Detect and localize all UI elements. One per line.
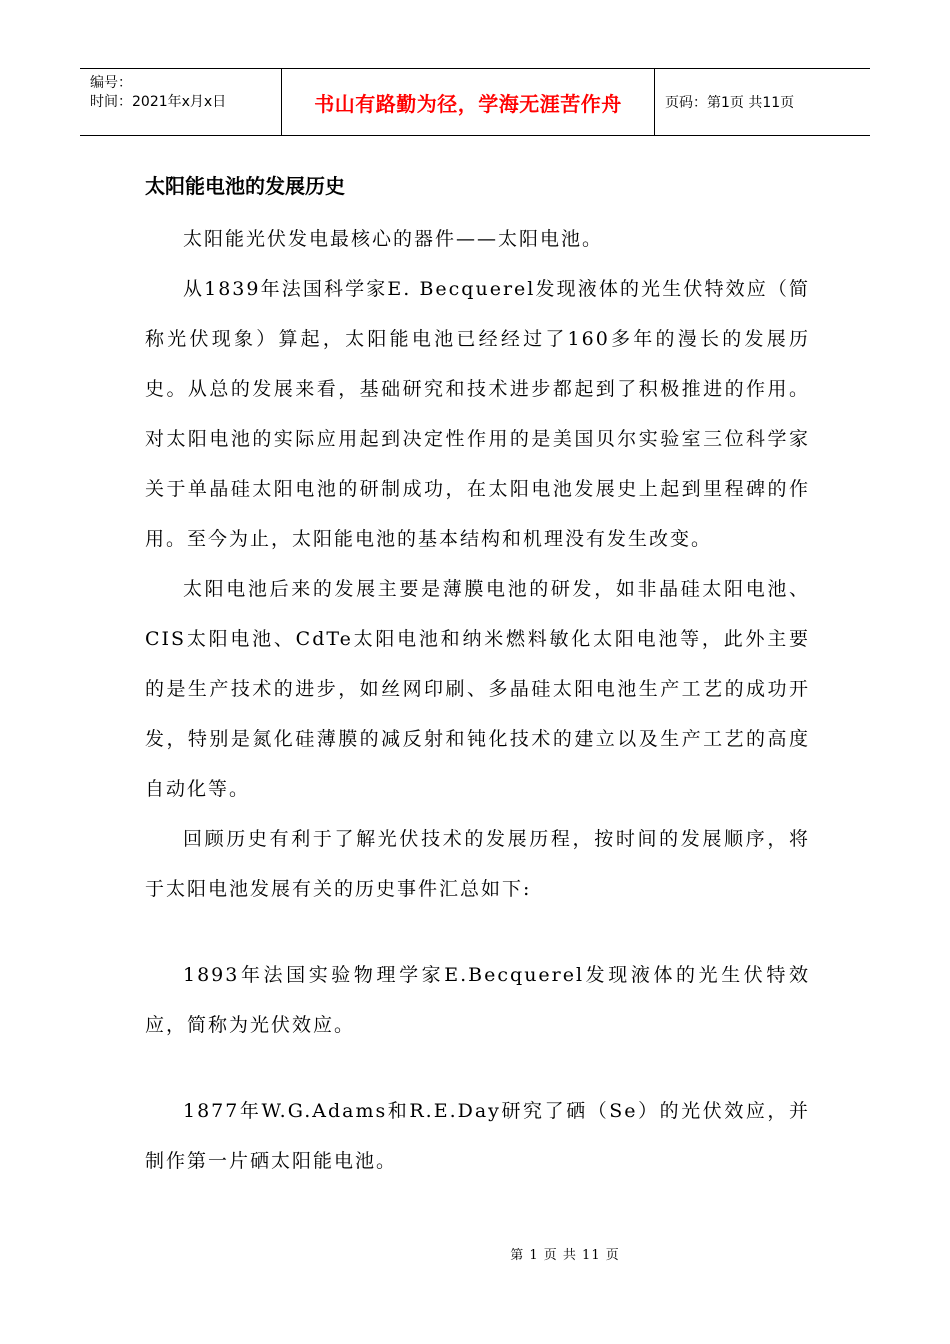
spacer bbox=[145, 1050, 810, 1086]
document-body bbox=[145, 158, 810, 1186]
paragraph: 太阳电池后来的发展主要是薄膜电池的研发，如非晶硅太阳电池、CIS太阳电池、CdTe太阳电池和纳米燃料敏化太阳电池等，此外主要的是生产技术的进步，如丝网印刷、多晶硅太阳电池生产工艺的成功开发，特别是氮化硅薄膜的减反射和钝化技术的建立以及生产工艺的高度自动化等。 bbox=[145, 578, 810, 800]
header-page-info: 页码：第1页 共11页 bbox=[665, 95, 795, 111]
paragraph: 太阳能光伏发电最核心的器件——太阳电池。 bbox=[183, 228, 604, 250]
paragraph: 从1839年法国科学家E. Becquerel发现液体的光生伏特效应（简称光伏现象）算起，太阳能电池已经经过了160多年的漫长的发展历史。从总的发展来看，基础研究和技术进步都起到了积极推进的作用。对太阳电池的实际应用起到决定性作用的是美国贝尔实验室三位科学家关于单晶硅太阳电池的研制成功，在太阳电池发展史上起到里程碑的作用。至今为止，太阳能电池的基本结构和机理没有发生改变。 bbox=[145, 278, 810, 550]
document-title: 太阳能电池的发展历史 bbox=[145, 174, 345, 198]
number-label: 编号： bbox=[90, 75, 132, 91]
paragraph: 回顾历史有利于了解光伏技术的发展历程，按时间的发展顺序，将于太阳电池发展有关的历史事件汇总如下: bbox=[145, 828, 810, 900]
header-meta bbox=[80, 69, 281, 135]
header-motto: 书山有路勤为径，学海无涯苦作舟 bbox=[281, 69, 655, 135]
page-header bbox=[80, 68, 870, 136]
page-footer: 第 1 页 共 11 页 bbox=[510, 1248, 620, 1263]
history-event: 1877年W.G.Adams和R.E.Day研究了硒（Se）的光伏效应，并制作第一片硒太阳能电池。 bbox=[145, 1100, 810, 1172]
spacer bbox=[145, 914, 810, 950]
date-label: 时间：2021年x月x日 bbox=[90, 94, 227, 110]
history-event: 1893年法国实验物理学家E.Becquerel发现液体的光生伏特效应，简称为光伏效应。 bbox=[145, 964, 810, 1036]
